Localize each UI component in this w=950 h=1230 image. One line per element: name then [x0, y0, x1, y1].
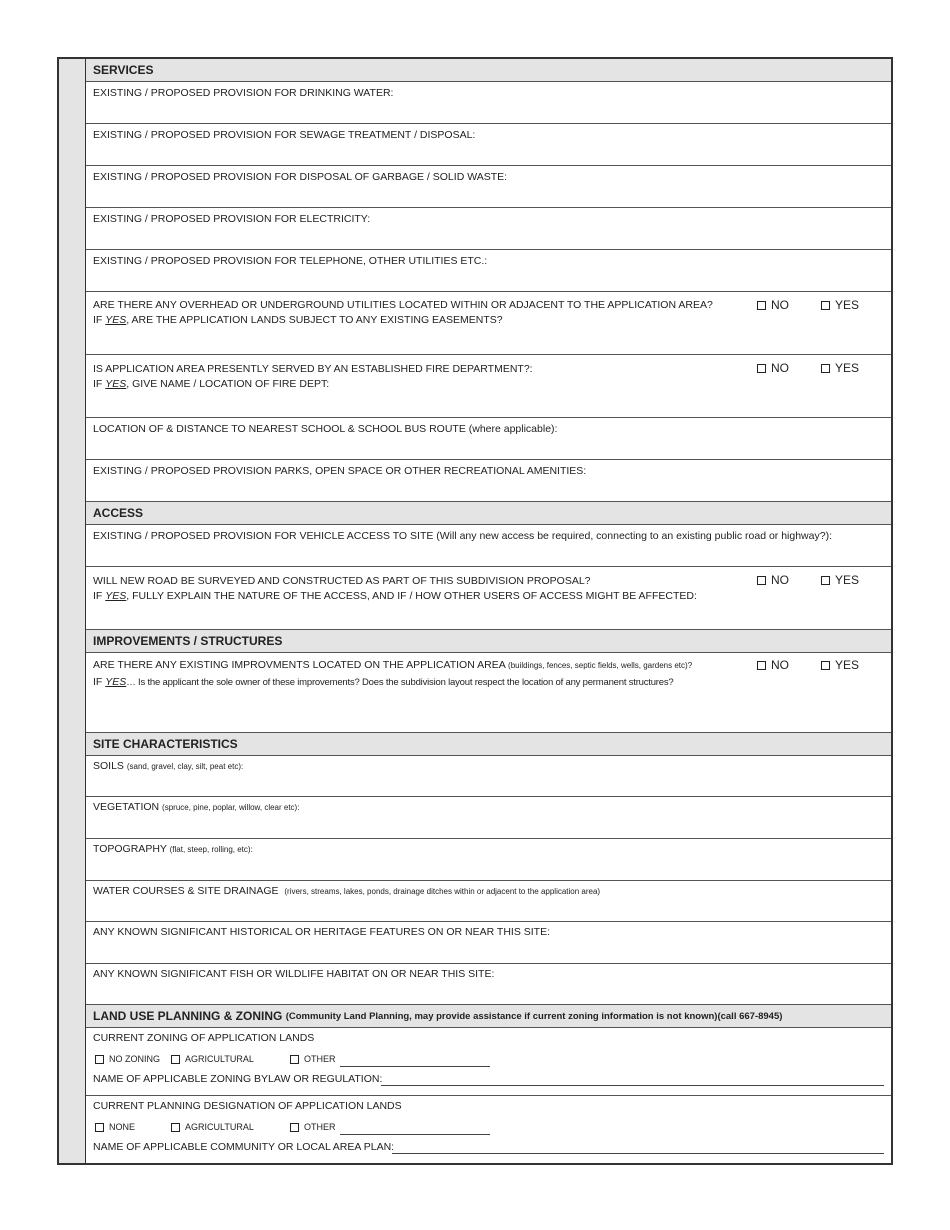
- garbage-label: EXISTING / PROPOSED PROVISION FOR DISPOSAL OF GARBAGE / SOLID WASTE:: [93, 171, 508, 183]
- zoning-option-none[interactable]: [95, 1054, 160, 1064]
- if-text: IF: [93, 590, 103, 602]
- fire-followup-text: , GIVE NAME / LOCATION OF FIRE DEPT:: [126, 378, 330, 390]
- heritage-label: ANY KNOWN SIGNIFICANT HISTORICAL OR HERITAGE FEATURES ON OR NEAR THIS SITE:: [93, 926, 551, 938]
- utilities-question: ARE THERE ANY OVERHEAD OR UNDERGROUND UTILITIES LOCATED WITHIN OR ADJACENT TO THE APPLICATION AREA?: [93, 299, 713, 311]
- electricity-label: EXISTING / PROPOSED PROVISION FOR ELECTRICITY:: [93, 213, 371, 225]
- form-content: [86, 59, 891, 1163]
- improvements-followup: [93, 675, 674, 690]
- fire-question: IS APPLICATION AREA PRESENTLY SERVED BY AN ESTABLISHED FIRE DEPARTMENT?:: [93, 363, 533, 375]
- section-header-site: [86, 733, 891, 756]
- landuse-note: (Community Land Planning, may provide assistance if current zoning information is not known)(call 667-8945): [285, 1010, 783, 1022]
- field-zoning: [86, 1028, 891, 1096]
- improvements-no-checkbox[interactable]: [757, 658, 789, 672]
- improvements-yes-checkbox[interactable]: [821, 658, 859, 672]
- zoning-option-agricultural[interactable]: [171, 1054, 254, 1064]
- fire-yes-checkbox[interactable]: [821, 361, 859, 375]
- no-label: NO: [771, 658, 789, 672]
- checkbox-icon: [757, 661, 766, 670]
- yes-label: YES: [835, 658, 860, 672]
- road-yes-checkbox[interactable]: [821, 573, 859, 587]
- vehicle-access-label: EXISTING / PROPOSED PROVISION FOR VEHICLE ACCESS TO SITE (Will any new access be required, connecting to an existing public road or highway?):: [93, 530, 832, 542]
- field-water-courses[interactable]: [86, 881, 891, 922]
- checkbox-icon: [95, 1123, 104, 1132]
- utilities-followup-text: , ARE THE APPLICATION LANDS SUBJECT TO ANY EXISTING EASEMENTS?: [126, 314, 503, 326]
- soils-label: [93, 759, 243, 774]
- field-garbage[interactable]: [86, 166, 891, 208]
- yes-label: YES: [835, 361, 860, 375]
- zoning-option-other[interactable]: [290, 1054, 336, 1064]
- utilities-yes-checkbox[interactable]: [821, 298, 859, 312]
- form-sidebar: [59, 59, 86, 1163]
- utilities-followup: [93, 313, 503, 328]
- checkbox-icon: [757, 301, 766, 310]
- drinking-water-label: EXISTING / PROPOSED PROVISION FOR DRINKING WATER:: [93, 87, 394, 99]
- checkbox-icon: [821, 364, 830, 373]
- water-note: (rivers, streams, lakes, ponds, drainage ditches within or adjacent to the application area): [284, 887, 601, 896]
- soils-text: SOILS: [93, 760, 124, 772]
- field-improvements[interactable]: [86, 653, 891, 733]
- if-text: IF: [93, 676, 103, 688]
- zoning-option-other-label: OTHER: [304, 1054, 336, 1064]
- checkbox-icon: [821, 661, 830, 670]
- plan-label: NAME OF APPLICABLE COMMUNITY OR LOCAL AREA PLAN:: [93, 1141, 395, 1153]
- planning-option-agricultural[interactable]: [171, 1122, 254, 1132]
- parks-label: EXISTING / PROPOSED PROVISION PARKS, OPEN SPACE OR OTHER RECREATIONAL AMENITIES:: [93, 465, 587, 477]
- checkbox-icon: [821, 576, 830, 585]
- road-followup: [93, 589, 697, 604]
- yes-emphasis: YES: [105, 378, 127, 390]
- improvements-followup-text: … Is the applicant the sole owner of these improvements? Does the subdivision layout respect the location of any permanent structures?: [126, 677, 674, 688]
- planning-other-input[interactable]: [340, 1134, 490, 1135]
- field-heritage[interactable]: [86, 922, 891, 964]
- field-soils[interactable]: [86, 756, 891, 797]
- field-parks[interactable]: [86, 460, 891, 502]
- water-text: WATER COURSES & SITE DRAINAGE: [93, 885, 279, 897]
- improvements-question-text: ARE THERE ANY EXISTING IMPROVMENTS LOCATED ON THE APPLICATION AREA: [93, 659, 506, 671]
- field-habitat[interactable]: [86, 964, 891, 1005]
- site-title: SITE CHARACTERISTICS: [93, 737, 238, 751]
- field-telephone[interactable]: [86, 250, 891, 292]
- field-sewage[interactable]: [86, 124, 891, 166]
- field-vehicle-access[interactable]: [86, 525, 891, 567]
- zoning-label: CURRENT ZONING OF APPLICATION LANDS: [93, 1032, 315, 1044]
- water-courses-label: [93, 884, 600, 899]
- checkbox-icon: [757, 576, 766, 585]
- utilities-no-checkbox[interactable]: [757, 298, 789, 312]
- topography-label: [93, 842, 253, 857]
- checkbox-icon: [171, 1123, 180, 1132]
- field-school[interactable]: [86, 418, 891, 460]
- zoning-option-none-label: NO ZONING: [109, 1054, 160, 1064]
- road-followup-text: , FULLY EXPLAIN THE NATURE OF THE ACCESS, AND IF / HOW OTHER USERS OF ACCESS MIGHT BE AFFECTED:: [126, 590, 697, 602]
- habitat-label: ANY KNOWN SIGNIFICANT FISH OR WILDLIFE HABITAT ON OR NEAR THIS SITE:: [93, 968, 495, 980]
- no-label: NO: [771, 573, 789, 587]
- planning-option-none[interactable]: [95, 1122, 135, 1132]
- sewage-label: EXISTING / PROPOSED PROVISION FOR SEWAGE TREATMENT / DISPOSAL:: [93, 129, 476, 141]
- if-text: IF: [93, 378, 103, 390]
- checkbox-icon: [95, 1055, 104, 1064]
- yes-emphasis: YES: [105, 314, 127, 326]
- services-title: SERVICES: [93, 63, 154, 77]
- section-header-access: [86, 502, 891, 525]
- field-new-road[interactable]: [86, 567, 891, 630]
- fire-no-checkbox[interactable]: [757, 361, 789, 375]
- checkbox-icon: [757, 364, 766, 373]
- yes-emphasis: YES: [105, 676, 127, 688]
- vegetation-label: [93, 800, 299, 815]
- planning-option-other-label: OTHER: [304, 1122, 336, 1132]
- telephone-label: EXISTING / PROPOSED PROVISION FOR TELEPHONE, OTHER UTILITIES ETC.:: [93, 255, 488, 267]
- field-vegetation[interactable]: [86, 797, 891, 839]
- section-header-landuse: [86, 1005, 891, 1028]
- plan-input[interactable]: [392, 1153, 884, 1154]
- fire-followup: [93, 377, 329, 392]
- field-fire-department[interactable]: [86, 355, 891, 418]
- checkbox-icon: [171, 1055, 180, 1064]
- zoning-option-agricultural-label: AGRICULTURAL: [185, 1054, 254, 1064]
- checkbox-icon: [290, 1123, 299, 1132]
- road-question: WILL NEW ROAD BE SURVEYED AND CONSTRUCTED AS PART OF THIS SUBDIVISION PROPOSAL?: [93, 575, 591, 587]
- planning-label: CURRENT PLANNING DESIGNATION OF APPLICATION LANDS: [93, 1100, 402, 1112]
- school-label: LOCATION OF & DISTANCE TO NEAREST SCHOOL & SCHOOL BUS ROUTE (where applicable):: [93, 423, 558, 435]
- field-topography[interactable]: [86, 839, 891, 881]
- bylaw-input[interactable]: [381, 1085, 884, 1086]
- planning-option-other[interactable]: [290, 1122, 336, 1132]
- zoning-other-input[interactable]: [340, 1066, 490, 1067]
- yes-label: YES: [835, 573, 860, 587]
- field-electricity[interactable]: [86, 208, 891, 250]
- field-planning: [86, 1096, 891, 1165]
- soils-note: (sand, gravel, clay, silt, peat etc):: [126, 762, 244, 771]
- improvements-note: (buildings, fences, septic fields, wells, gardens etc)?: [508, 661, 693, 670]
- field-utilities[interactable]: [86, 292, 891, 355]
- access-title: ACCESS: [93, 506, 144, 520]
- vegetation-text: VEGETATION: [93, 801, 160, 813]
- no-label: NO: [771, 361, 789, 375]
- section-header-services: [86, 59, 891, 82]
- improvements-title: IMPROVEMENTS / STRUCTURES: [93, 634, 283, 648]
- application-form: [57, 57, 893, 1165]
- if-text: IF: [93, 314, 103, 326]
- road-no-checkbox[interactable]: [757, 573, 789, 587]
- topography-text: TOPOGRAPHY: [93, 843, 167, 855]
- yes-label: YES: [835, 298, 860, 312]
- landuse-title: LAND USE PLANNING & ZONING: [93, 1009, 283, 1023]
- bylaw-label: NAME OF APPLICABLE ZONING BYLAW OR REGULATION:: [93, 1073, 383, 1085]
- topography-note: (flat, steep, rolling, etc):: [169, 845, 253, 854]
- checkbox-icon: [290, 1055, 299, 1064]
- yes-emphasis: YES: [105, 590, 127, 602]
- planning-option-agricultural-label: AGRICULTURAL: [185, 1122, 254, 1132]
- checkbox-icon: [821, 301, 830, 310]
- vegetation-note: (spruce, pine, poplar, willow, clear etc):: [162, 803, 300, 812]
- field-drinking-water[interactable]: [86, 82, 891, 124]
- improvements-question: [93, 658, 692, 673]
- section-header-improvements: [86, 630, 891, 653]
- no-label: NO: [771, 298, 789, 312]
- planning-option-none-label: NONE: [109, 1122, 136, 1132]
